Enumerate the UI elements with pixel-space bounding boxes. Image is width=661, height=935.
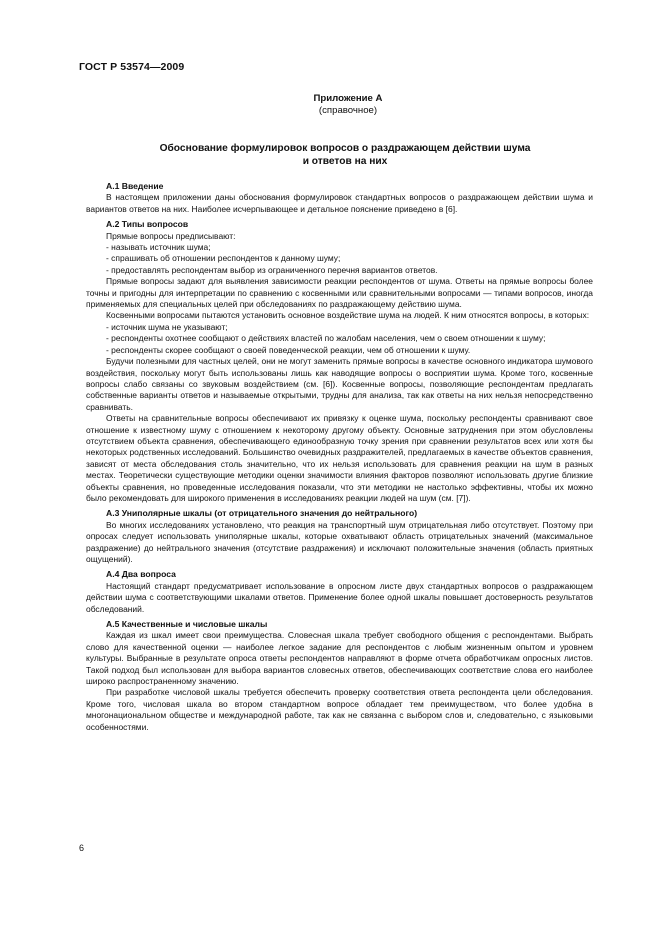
title-line: Обоснование формулировок вопросов о раздражающем действии шума [159,143,531,154]
paragraph: Во многих исследованиях установлено, что реакция на транспортный шум отрицательная либо отсутствует. Поэтому при опросах следует использовать униполярные шкалы, которые охватывают область отрицательных значений (максимальное раздражение) до нейтрального значения (отсутствие раздражения) и исключают положительные значения (область приятных ощущений). [86,519,593,564]
annex-title: Приложение А [313,93,383,104]
title-line: и ответов на них [302,156,388,167]
document-body [86,181,593,733]
section-heading: А.4 Два вопроса [106,569,176,580]
document-code: ГОСТ Р 53574—2009 [79,61,185,73]
paragraph: При разработке числовой шкалы требуется обеспечить проверку соответствия ответа респондента цели обследования. Кроме того, числовая шкала во втором стандартном вопросе обладает тем преимуществом, что более удобна в многонациональном обществе и международной работе, так как не связанна с выбором слов и, следовательно, с языковыми особенностями. [86,687,593,732]
list-item: - предоставлять респондентам выбор из ограниченного перечня вариантов ответов. [106,264,438,275]
paragraph: Прямые вопросы задают для выявления зависимости реакции респондентов от шума. Ответы на прямые вопросы более точны и пригодны для интерпретации по сравнению с косвенными или сравнительными вопросами — типами вопросов, иногда применяемых для специальных целей при обследованиях по раздражающему действию шума. [86,276,593,310]
page-number: 6 [79,843,85,853]
section-heading: А.1 Введение [106,181,164,191]
paragraph: Настоящий стандарт предусматривает использование в опросном листе двух стандартных вопросов о раздражающем действии шума с соответствующими шкалами ответов. Применение более одной шкалы повышает достоверность результатов обследований. [86,580,593,614]
section-heading: А.5 Качественные и числовые шкалы [106,619,268,630]
paragraph: Ответы на сравнительные вопросы обеспечивают их привязку к оценке шума, поскольку респонденты сравнивают свое отношение к известному шуму с отношением к некоторому другому объекту. Основные затруднения при этом обусловлены отсутствием объекта сравнения, обеспечивающего единообразную точку зрения при сравнении результатов всех или хотя бы некоторых родственных исследований. Большинство очевидных раздражителей, предлагаемых в качестве объектов сравнения, зависят от места обследования столь значительно, что их нельзя использовать для сравнения реакции на шум в разных местах. Теоретически существующие методики оценки значимости влияния факторов позволяют использовать другие близкие объекты сравнения, но проведенные исследования показали, что эти методики не настолько эффективны, чтобы их можно было рекомендовать для широкого применения в исследованиях реакции людей на шум (см. [7]). [86,413,593,503]
annex-heading [0,93,661,117]
list-item: - респонденты скорее сообщают о своей поведенческой реакции, чем об отношении к шуму. [106,344,471,355]
paragraph: Будучи полезными для частных целей, они не могут заменить прямые вопросы в качестве основного индикатора шумового воздействия, поскольку могут быть использованы лишь как наводящие вопросы о восприятии шума. Кроме того, косвенные вопросы слабо связаны со звуковым воздействием (см. [6]). Косвенные вопросы, позволяющие респондентам предлагать собственные варианты ответов и называемые открытыми, трудны для анализа, так как ответы на них нельзя непосредственно сравнивать. [86,356,593,412]
annex-type: (справочное) [318,105,378,116]
list-item: - источник шума не указывают; [106,321,228,332]
list-item: - называть источник шума; [106,242,211,253]
paragraph: Прямые вопросы предписывают: [106,230,236,241]
annex-main-title [90,142,600,168]
paragraph: Косвенными вопросами пытаются установить основное воздействие шума на людей. К ним относятся вопросы, в которых: [106,310,590,321]
section-heading: А.3 Униполярные шкалы (от отрицательного значения до нейтрального) [106,508,418,519]
list-item: - респонденты охотнее сообщают о действиях властей по жалобам населения, чем о своем отношении к шуму; [106,333,546,344]
paragraph: В настоящем приложении даны обоснования формулировок стандартных вопросов о раздражающем действии шума и вариантов ответов на них. Наиболее исчерпывающее и детальное пояснение приведено в [6]. [86,192,593,214]
list-item: - спрашивать об отношении респондентов к данному шуму; [106,253,341,264]
paragraph: Каждая из шкал имеет свои преимущества. Словесная шкала требует свободного общения с респондентами. Выбрать слово для качественной оценки — наиболее легкое задание для респондентов с любым жизненным опытом и уровнем культуры. Выбранные в результате опроса ответы респондентов направляют в форме отчета обработчикам опросных листов. Такой подход был использован для выбора вариантов словесных ответов, обеспечивающих соответствие слова его наиболее широко распространенному значению. [86,630,593,687]
section-heading: А.2 Типы вопросов [106,219,189,230]
